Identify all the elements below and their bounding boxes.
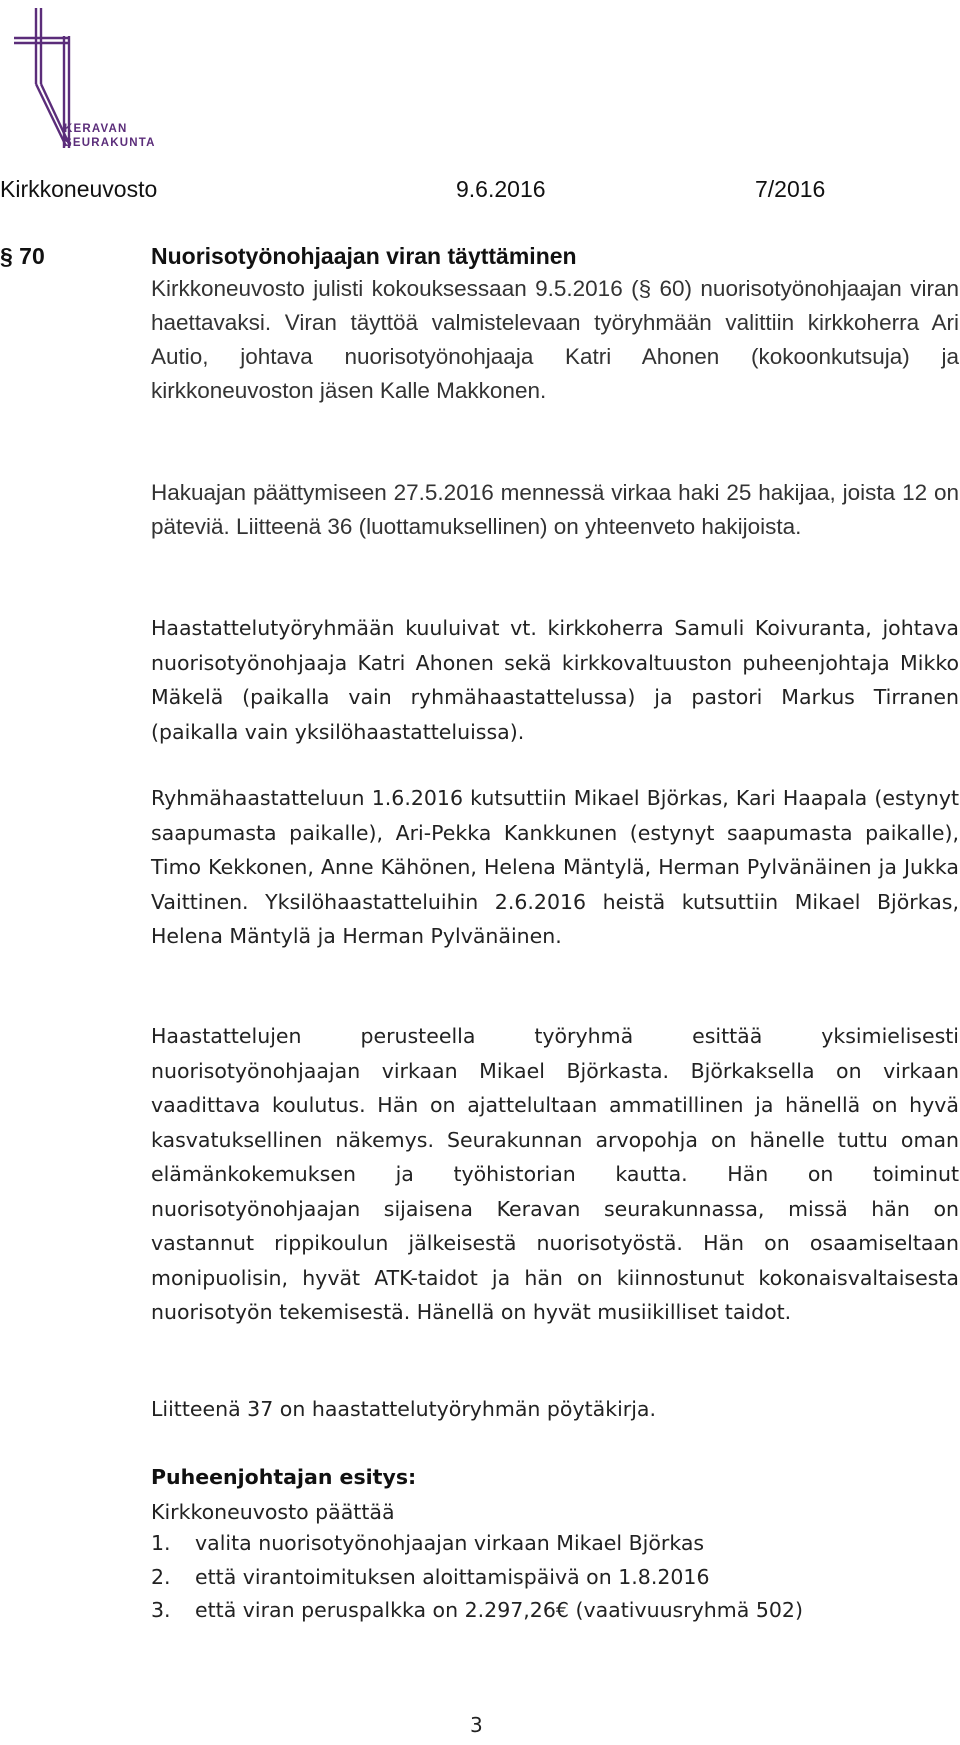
list-item bbox=[151, 1527, 803, 1561]
section-title: Nuorisotyönohjaajan viran täyttäminen bbox=[151, 243, 577, 269]
paragraph-1 bbox=[151, 272, 959, 408]
list-item bbox=[151, 1594, 803, 1628]
list-item bbox=[151, 1561, 803, 1595]
paragraph-5-text: Haastattelujen perusteella työryhmä esittää yksimielisesti nuorisotyönohjaajan virkaan Mikael Björkasta. Björkaksella on virkaan vaadittava koulutus. Hän on ajattelultaan ammatillinen ja hänellä on hyvä kasvatuksellinen näkemys. Seurakunnan arvopohja on hänelle tuttu oman elämänkokemuksen ja työhistorian kautta. Hän on toiminut nuorisotyönohjaajan sijaisena Keravan seurakunnassa, missä hän on vastannut rippikoulun jälkeisestä nuorisotyöstä. Hän on osaamiseltaan monipuolisin, hyvät ATK-taidot ja hän on kiinnostunut kokonaisvaltaisesta nuorisotyön tekemisestä. Hänellä on hyvät musiikilliset taidot. bbox=[151, 1024, 959, 1324]
paragraph-2 bbox=[151, 476, 959, 544]
logo-wordmark bbox=[64, 122, 156, 150]
paragraph-6-text: Liitteenä 37 on haastattelutyöryhmän pöytäkirja. bbox=[151, 1397, 656, 1421]
header-date: 9.6.2016 bbox=[456, 176, 546, 202]
paragraph-5 bbox=[151, 1019, 959, 1330]
header-body: Kirkkoneuvosto bbox=[0, 176, 158, 202]
proposal-heading bbox=[151, 1460, 959, 1529]
list-item-number: 3. bbox=[151, 1598, 171, 1622]
logo-line-1: KERAVAN bbox=[64, 123, 128, 135]
list-item-number: 1. bbox=[151, 1531, 171, 1555]
paragraph-3 bbox=[151, 611, 959, 749]
header-number: 7/2016 bbox=[755, 176, 826, 202]
church-logo bbox=[6, 6, 156, 156]
logo-line-2: SEURAKUNTA bbox=[64, 137, 156, 149]
proposal-list bbox=[151, 1527, 803, 1628]
paragraph-2-text: Hakuajan päättymiseen 27.5.2016 mennessä virkaa haki 25 hakijaa, joista 12 on päteviä. Liitteenä 36 (luottamuksellinen) on yhteenveto hakijoista. bbox=[151, 480, 959, 539]
list-item-text: että viran peruspalkka on 2.297,26€ (vaativuusryhmä 502) bbox=[195, 1598, 803, 1622]
list-item-text: että virantoimituksen aloittamispäivä on 1.8.2016 bbox=[195, 1564, 710, 1589]
section-number: § 70 bbox=[0, 243, 45, 269]
list-item-text: valita nuorisotyönohjaajan virkaan Mikael Björkas bbox=[195, 1531, 705, 1555]
paragraph-4 bbox=[151, 781, 959, 954]
proposal-intro: Kirkkoneuvosto päättää bbox=[151, 1499, 395, 1524]
proposal-label: Puheenjohtajan esitys: bbox=[151, 1465, 417, 1489]
paragraph-6 bbox=[151, 1392, 959, 1427]
page-number: 3 bbox=[470, 1713, 483, 1737]
paragraph-3-text: Haastattelutyöryhmään kuuluivat vt. kirkkoherra Samuli Koivuranta, johtava nuorisotyönohjaaja Katri Ahonen sekä kirkkovaltuuston puheenjohtaja Mikko Mäkelä (paikalla vain ryhmähaastattelussa) ja pastori Markus Tirranen (paikalla vain yksilöhaastatteluissa). bbox=[151, 616, 959, 744]
paragraph-4-text: Ryhmähaastatteluun 1.6.2016 kutsuttiin Mikael Björkas, Kari Haapala (estynyt saapumasta paikalle), Ari-Pekka Kankkunen (estynyt saapumasta paikalle), Timo Kekkonen, Anne Kähönen, Helena Mäntylä, Herman Pylvänäinen ja Jukka Vaittinen. Yksilöhaastatteluihin 2.6.2016 heistä kutsuttiin Mikael Björkas, Helena Mäntylä ja Herman Pylvänäinen. bbox=[151, 786, 959, 948]
paragraph-1-text: Kirkkoneuvosto julisti kokouksessaan 9.5.2016 (§ 60) nuorisotyönohjaajan viran haettavaksi. Viran täyttöä valmistelevaan työryhmään valittiin kirkkoherra Ari Autio, johtava nuorisotyönohjaaja Katri Ahonen (kokoonkutsuja) ja kirkkoneuvoston jäsen Kalle Makkonen. bbox=[151, 276, 959, 403]
list-item-number: 2. bbox=[151, 1564, 171, 1589]
